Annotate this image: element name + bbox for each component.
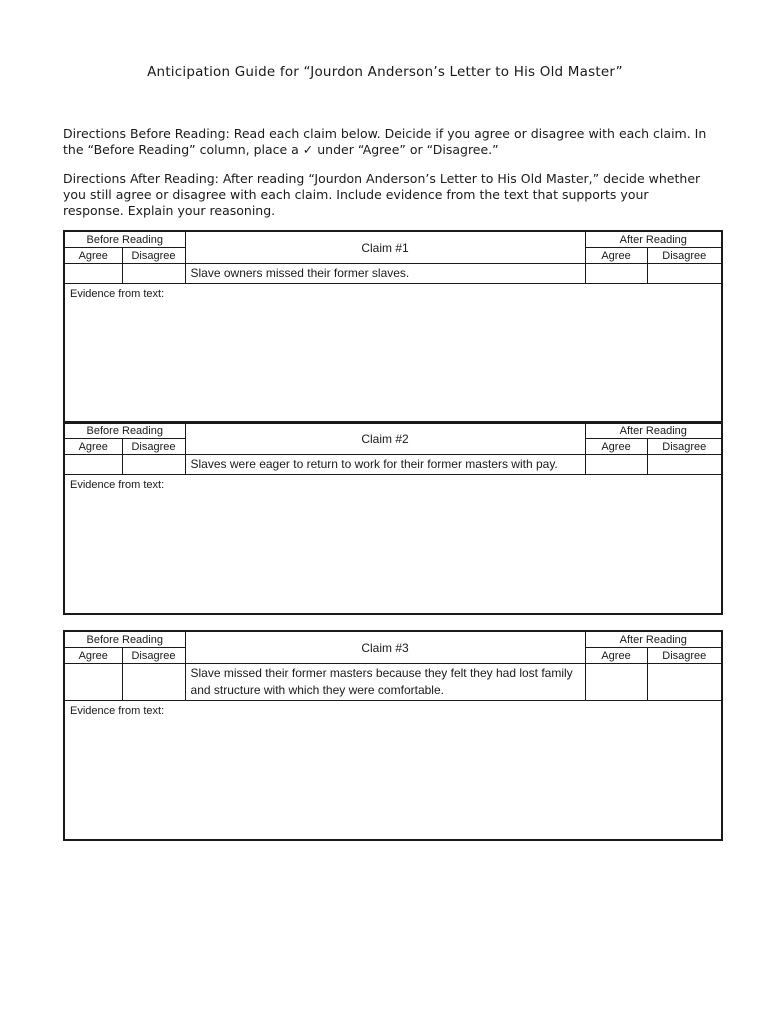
after-reading-header: After Reading [585, 631, 722, 648]
after-reading-header: After Reading [585, 422, 722, 439]
evidence-label: Evidence from text: [70, 288, 165, 300]
after-agree-cell[interactable] [585, 455, 647, 475]
after-agree-cell[interactable] [585, 664, 647, 701]
evidence-label: Evidence from text: [70, 479, 165, 491]
before-reading-header: Before Reading [64, 422, 185, 439]
claim-heading: Claim #3 [185, 631, 585, 664]
directions-before-reading: Directions Before Reading: Read each claim below. Deicide if you agree or disagree with each claim. In the “Before Reading” column, place a ✓ under “Agree” or “Disagree.” [63, 126, 707, 157]
after-disagree-cell[interactable] [647, 455, 722, 475]
after-agree-cell[interactable] [585, 264, 647, 284]
before-disagree-cell[interactable] [122, 455, 185, 475]
claim-table-3 [63, 630, 723, 841]
evidence-area[interactable] [64, 701, 722, 841]
claim-table-1 [63, 230, 723, 424]
before-agree-header: Agree [64, 248, 122, 264]
evidence-label: Evidence from text: [70, 705, 165, 717]
claim-heading: Claim #2 [185, 422, 585, 455]
after-disagree-header: Disagree [647, 648, 722, 664]
before-reading-header: Before Reading [64, 631, 185, 648]
evidence-area[interactable] [64, 284, 722, 424]
claim-text: Slaves were eager to return to work for their former masters with pay. [185, 455, 585, 475]
after-agree-header: Agree [585, 439, 647, 455]
before-disagree-cell[interactable] [122, 664, 185, 701]
evidence-area[interactable] [64, 475, 722, 615]
directions-after-reading: Directions After Reading: After reading “Jourdon Anderson’s Letter to His Old Master,” decide whether you still agree or disagree with each claim. Include evidence from the text that supports your response. Explain your reasoning. [63, 171, 701, 218]
before-agree-cell[interactable] [64, 455, 122, 475]
before-agree-header: Agree [64, 648, 122, 664]
before-disagree-header: Disagree [122, 648, 185, 664]
after-disagree-header: Disagree [647, 248, 722, 264]
after-agree-header: Agree [585, 648, 647, 664]
claim-text: Slave missed their former masters because they felt they had lost family and structure with which they were comfortable. [185, 664, 585, 701]
before-agree-cell[interactable] [64, 264, 122, 284]
page-title: Anticipation Guide for “Jourdon Anderson’s Letter to His Old Master” [147, 64, 623, 80]
before-agree-header: Agree [64, 439, 122, 455]
before-reading-header: Before Reading [64, 231, 185, 248]
claim-heading: Claim #1 [185, 231, 585, 264]
after-disagree-header: Disagree [647, 439, 722, 455]
after-disagree-cell[interactable] [647, 264, 722, 284]
before-disagree-header: Disagree [122, 439, 185, 455]
after-agree-header: Agree [585, 248, 647, 264]
after-reading-header: After Reading [585, 231, 722, 248]
before-disagree-cell[interactable] [122, 264, 185, 284]
before-disagree-header: Disagree [122, 248, 185, 264]
claim-text: Slave owners missed their former slaves. [185, 264, 585, 284]
before-agree-cell[interactable] [64, 664, 122, 701]
after-disagree-cell[interactable] [647, 664, 722, 701]
claim-table-2 [63, 421, 723, 615]
